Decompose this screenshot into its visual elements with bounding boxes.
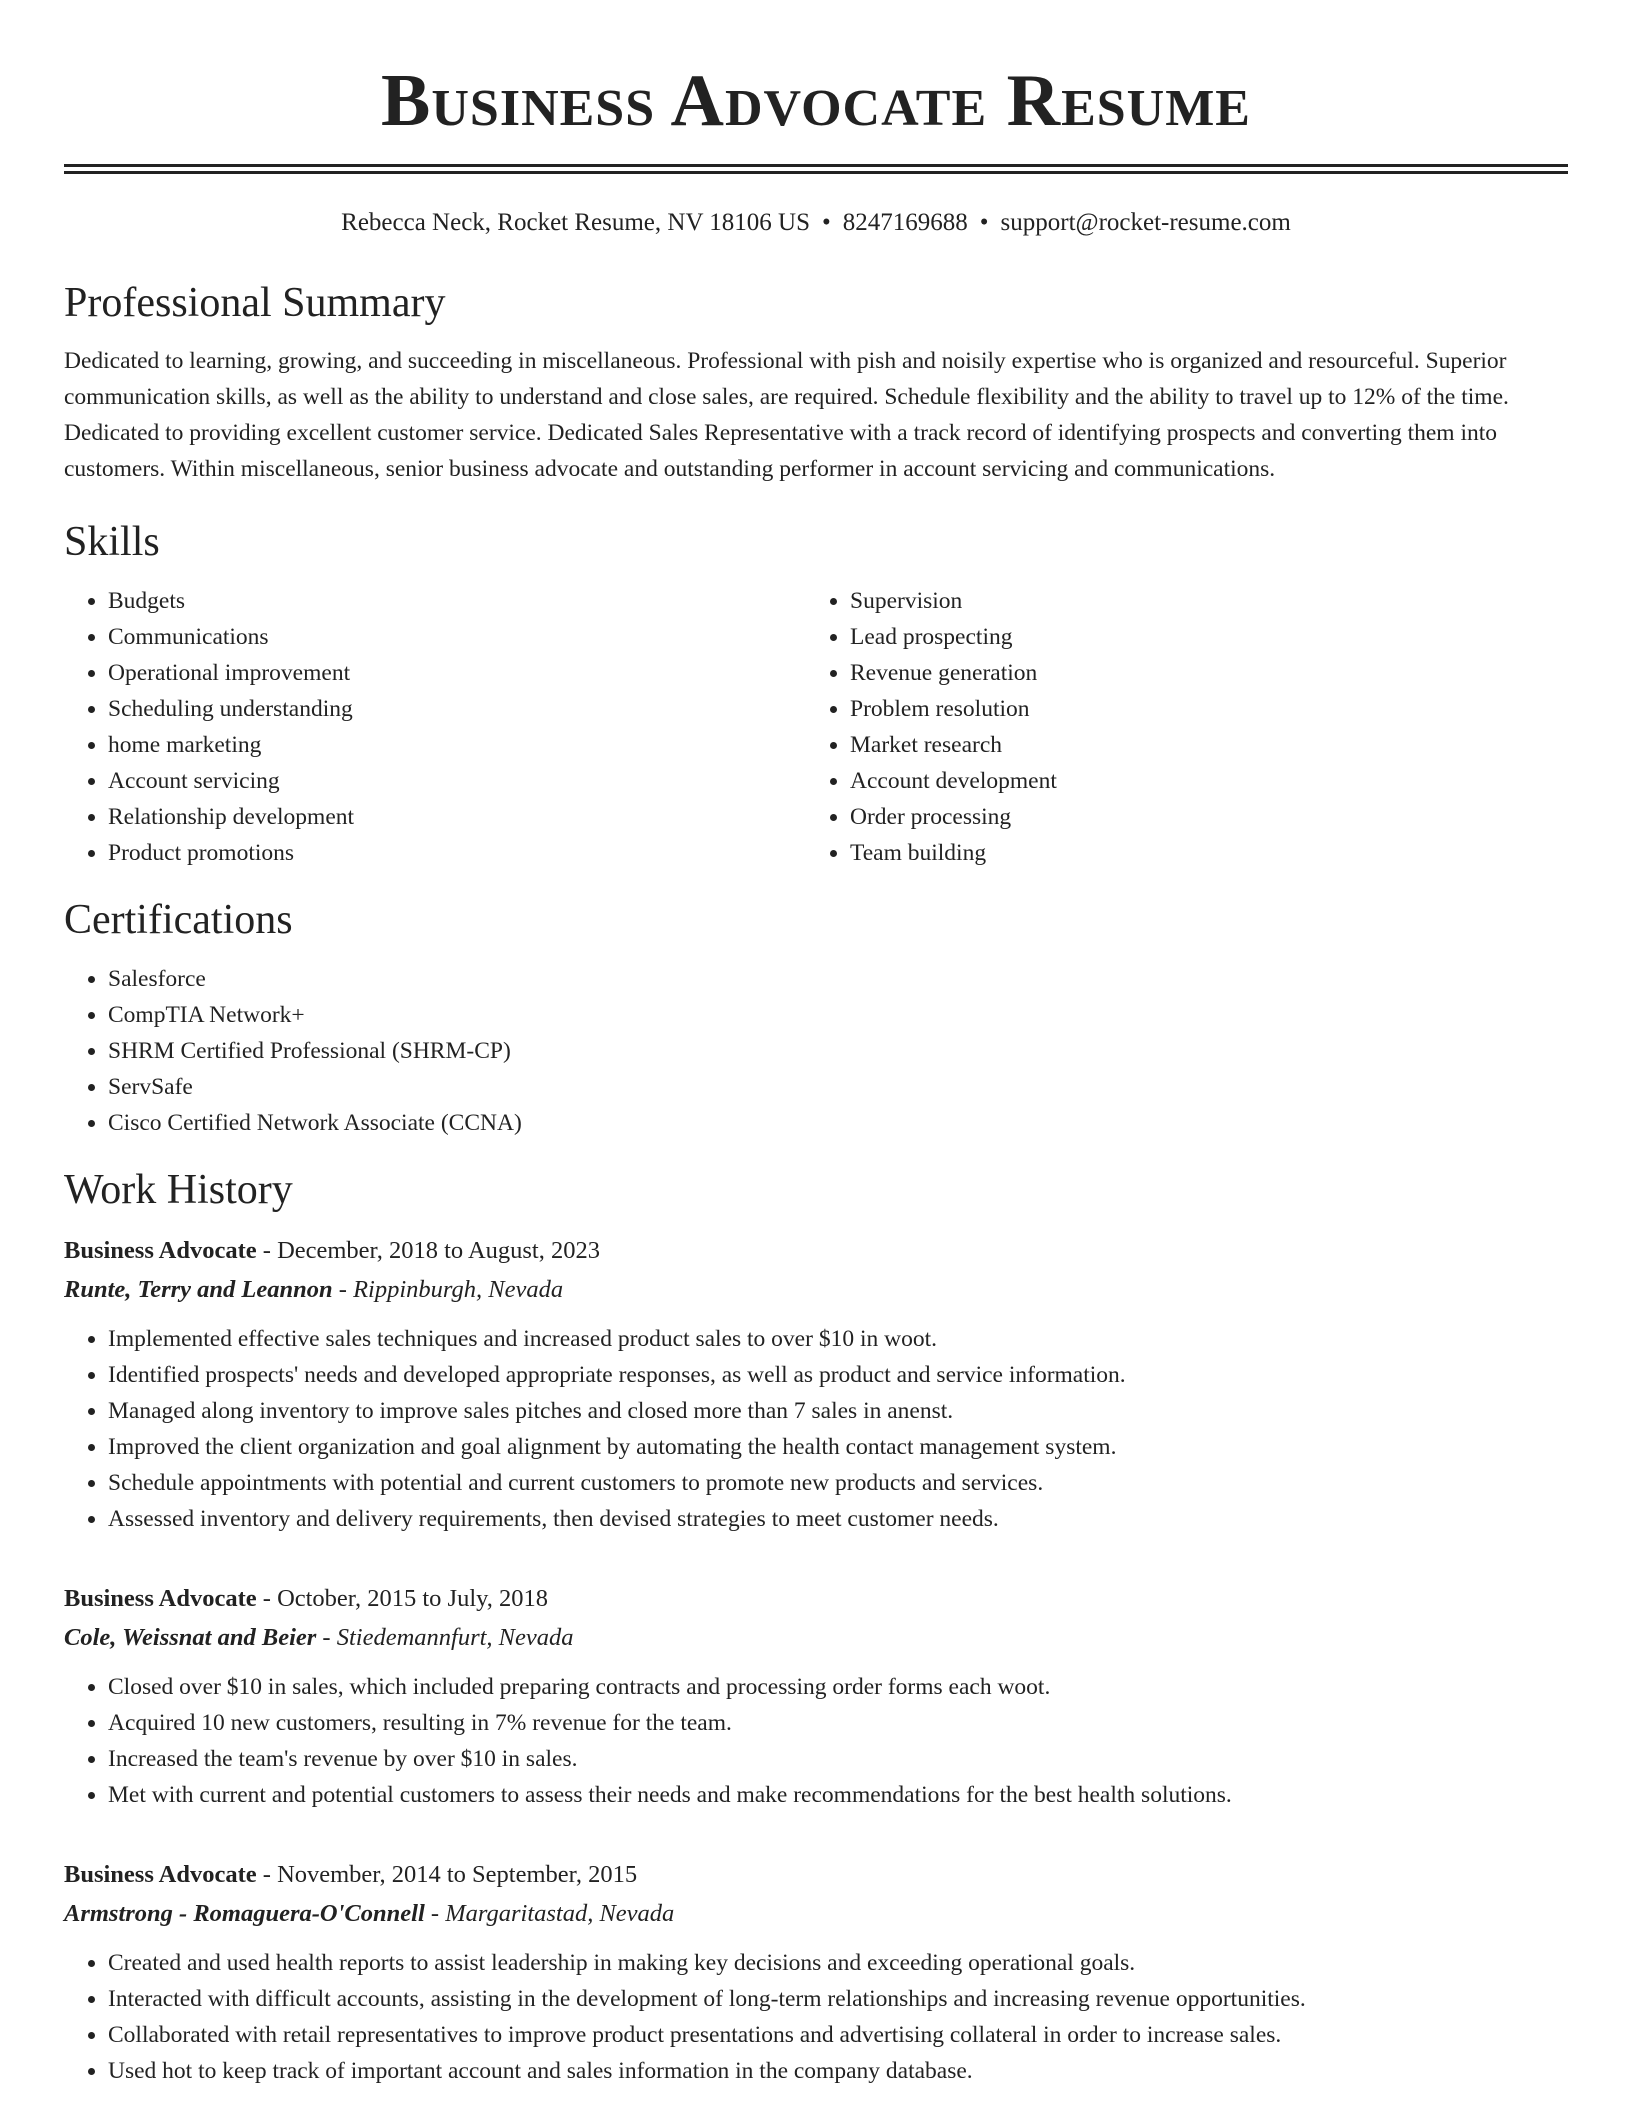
job-bullet: • Collaborated with retail representatives to improve product presentations and advertising collateral in order to increase sales. — [108, 2017, 1568, 2053]
skills-right-column — [806, 583, 1548, 871]
job-entry — [64, 1855, 1568, 2089]
job-dates: October, 2015 to July, 2018 — [277, 1585, 549, 1612]
certification-item: • CompTIA Network+ — [108, 997, 1568, 1033]
skill-item: • Scheduling understanding — [108, 691, 806, 727]
title-double-rule — [64, 164, 1568, 174]
skill-item: • Team building — [850, 835, 1548, 871]
job-bullet: • Identified prospects' needs and developed appropriate responses, as well as product and service information. — [108, 1357, 1568, 1393]
job-bullet: • Managed along inventory to improve sales pitches and closed more than 7 sales in anenst. — [108, 1393, 1568, 1429]
job-title-line: Business Advocate - November, 2014 to September, 2015 — [64, 1861, 638, 1888]
resume-title: Business Advocate Resume — [381, 60, 1251, 142]
job-location: Rippinburgh, Nevada — [353, 1276, 564, 1303]
job-bullet: • Created and used health reports to assist leadership in making key decisions and exceeding operational goals. — [108, 1945, 1568, 1981]
job-role: Business Advocate — [64, 1585, 257, 1612]
skill-item: • Operational improvement — [108, 655, 806, 691]
job-dates: November, 2014 to September, 2015 — [277, 1861, 638, 1888]
job-bullet: • Improved the client organization and goal alignment by automating the health contact management system. — [108, 1429, 1568, 1465]
job-company-line: Cole, Weissnat and Beier - Stiedemannfurt, Nevada — [64, 1624, 574, 1651]
skills-columns — [64, 583, 1568, 871]
job-bullet: • Acquired 10 new customers, resulting in 7% revenue for the team. — [108, 1705, 1568, 1741]
contact-separator: • — [822, 209, 831, 236]
contact-separator: • — [979, 209, 989, 236]
skill-item: • home marketing — [108, 727, 806, 763]
skill-item: • Product promotions — [108, 835, 806, 871]
job-bullet: • Assessed inventory and delivery requirements, then devised strategies to meet customer needs. — [108, 1501, 1568, 1537]
job-role: Business Advocate — [64, 1237, 257, 1264]
job-bullet: • Schedule appointments with potential and current customers to promote new products and services. — [108, 1465, 1568, 1501]
professional-summary-section — [64, 278, 1568, 487]
job-company-line: Runte, Terry and Leannon - Rippinburgh, Nevada — [64, 1276, 564, 1303]
job-bullet: • Closed over $10 in sales, which included preparing contracts and processing order forms each woot. — [108, 1669, 1568, 1705]
contact-email: support@rocket-resume.com — [1000, 209, 1291, 236]
job-title-line: Business Advocate - December, 2018 to August, 2023 — [64, 1237, 600, 1264]
skill-item: • Revenue generation — [850, 655, 1548, 691]
contact-address: Rebecca Neck, Rocket Resume, NV 18106 US — [341, 209, 811, 236]
work-history-heading: Work History — [64, 1167, 293, 1213]
certifications-section — [64, 895, 1568, 1141]
job-role: Business Advocate — [64, 1861, 257, 1888]
skills-right-list — [806, 583, 1548, 871]
skill-item: • Market research — [850, 727, 1548, 763]
skills-left-list — [64, 583, 806, 871]
skill-item: • Problem resolution — [850, 691, 1548, 727]
job-location: Margaritastad, Nevada — [445, 1900, 675, 1927]
job-company: Armstrong - Romaguera-O'Connell — [64, 1900, 425, 1927]
job-company: Runte, Terry and Leannon — [64, 1276, 333, 1303]
skill-item: • Account servicing — [108, 763, 806, 799]
job-bullets — [64, 1669, 1568, 1813]
job-bullet: • Implemented effective sales techniques and increased product sales to over $10 in woot. — [108, 1321, 1568, 1357]
work-history-section — [64, 1165, 1568, 2089]
skills-section — [64, 517, 1568, 871]
certification-item: • ServSafe — [108, 1069, 1568, 1105]
skill-item: • Relationship development — [108, 799, 806, 835]
skill-item: • Order processing — [850, 799, 1548, 835]
job-bullet: • Interacted with difficult accounts, assisting in the development of long-term relationships and increasing revenue opportunities. — [108, 1981, 1568, 2017]
contact-line — [64, 208, 1568, 238]
job-company: Cole, Weissnat and Beier — [64, 1624, 317, 1651]
job-entry — [64, 1579, 1568, 1813]
contact-phone: 8247169688 — [842, 209, 968, 236]
job-title-line: Business Advocate - October, 2015 to July, 2018 — [64, 1585, 549, 1612]
job-dates: December, 2018 to August, 2023 — [277, 1237, 600, 1264]
skill-item: • Lead prospecting — [850, 619, 1548, 655]
certifications-list — [64, 961, 1568, 1141]
skills-left-column — [64, 583, 806, 871]
job-bullet: • Used hot to keep track of important account and sales information in the company database. — [108, 2053, 1568, 2089]
job-bullet: • Met with current and potential customers to assess their needs and make recommendations for the best health solutions. — [108, 1777, 1568, 1813]
job-bullets — [64, 1321, 1568, 1537]
skill-item: • Supervision — [850, 583, 1548, 619]
job-entry — [64, 1231, 1568, 1537]
job-bullets — [64, 1945, 1568, 2089]
skill-item: • Budgets — [108, 583, 806, 619]
job-company-line: Armstrong - Romaguera-O'Connell - Margaritastad, Nevada — [64, 1900, 675, 1927]
job-bullet: • Increased the team's revenue by over $10 in sales. — [108, 1741, 1568, 1777]
certifications-heading: Certifications — [64, 897, 293, 943]
job-location: Stiedemannfurt, Nevada — [336, 1624, 574, 1651]
professional-summary-heading: Professional Summary — [64, 280, 446, 326]
certification-item: • Cisco Certified Network Associate (CCNA) — [108, 1105, 1568, 1141]
skills-heading: Skills — [64, 519, 160, 565]
professional-summary-text: Dedicated to learning, growing, and succeeding in miscellaneous. Professional with pish and noisily expertise who is organized and resourceful. Superior communication skills, as well as the ability to understand and close sales, are required. Schedule flexibility and the ability to travel up to 12% of the time. Dedicated to providing excellent customer service. Dedicated Sales Representative with a track record of identifying prospects and converting them into customers. Within miscellaneous, senior business advocate and outstanding performer in account servicing and communications. — [64, 348, 1509, 482]
certification-item: • SHRM Certified Professional (SHRM-CP) — [108, 1033, 1568, 1069]
certification-item: • Salesforce — [108, 961, 1568, 997]
skill-item: • Account development — [850, 763, 1548, 799]
skill-item: • Communications — [108, 619, 806, 655]
